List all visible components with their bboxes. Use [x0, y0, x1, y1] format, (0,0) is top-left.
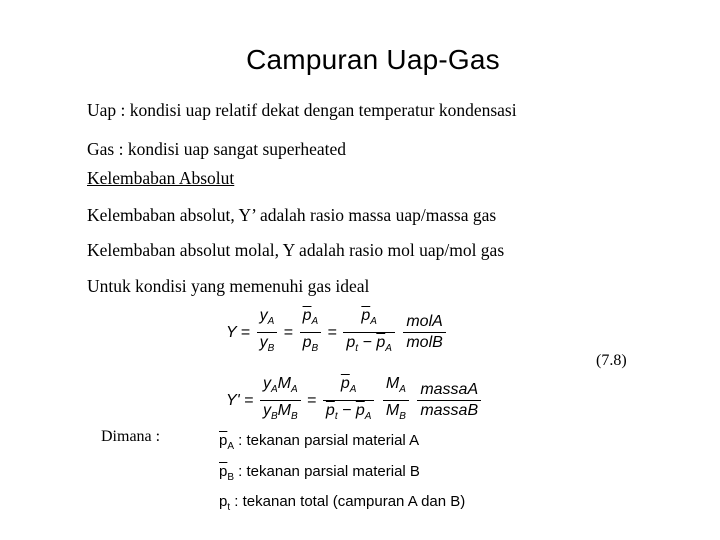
definition-pt — [219, 493, 465, 513]
dimana-label: Dimana : — [101, 428, 161, 445]
equation-molal-humidity: Y = $\frac{y_A}{y_B}$ = $\frac{\overline{p}_A}{p_B}$ = $\frac{\overline{p}_A}{p_t - \overline{p}_A}$ $\frac{\text{molA}}{\text{molB}}$ — [226, 306, 448, 359]
definition-pb — [219, 463, 420, 483]
definition-subscript: A — [227, 441, 235, 452]
definition-text: : tekanan parsial material B — [234, 463, 420, 480]
text-line-gas: Gas : kondisi uap sangat superheated — [87, 139, 347, 159]
text-line-kelembaban-molal: Kelembaban absolut molal, Y adalah rasio mol uap/mol gas — [87, 240, 505, 260]
definition-symbol: p — [219, 493, 228, 510]
heading-kelembaban-absolut: Kelembaban Absolut — [87, 168, 235, 188]
definition-symbol: $\overline{p}$ — [219, 463, 228, 480]
definition-subscript: B — [227, 472, 235, 483]
definition-pa — [219, 432, 419, 452]
text-line-kelembaban-absolut: Kelembaban absolut, Y’ adalah rasio massa uap/massa gas — [87, 205, 497, 225]
slide-title: Campuran Uap-Gas — [246, 44, 500, 75]
text-line-gas-ideal: Untuk kondisi yang memenuhi gas ideal — [87, 276, 370, 296]
equation-number: (7.8) — [596, 352, 627, 369]
definition-symbol: $\overline{p}$ — [219, 432, 228, 449]
text-line-uap: Uap : kondisi uap relatif dekat dengan temperatur kondensasi — [87, 100, 517, 120]
definition-text: : tekanan total (campuran A dan B) — [230, 493, 466, 510]
equation-absolute-humidity: Y' = $\frac{y_AM_A}{y_BM_B}$ = $\frac{\overline{p}_A}{\overline{p}_t - \overline{p}_A}$ $\frac{M_A}{M_B}$ $\frac{\text{massaA}}{\text{massaB}}$ — [226, 374, 483, 427]
definition-text: : tekanan parsial material A — [234, 432, 420, 449]
definition-subscript: t — [227, 502, 231, 513]
